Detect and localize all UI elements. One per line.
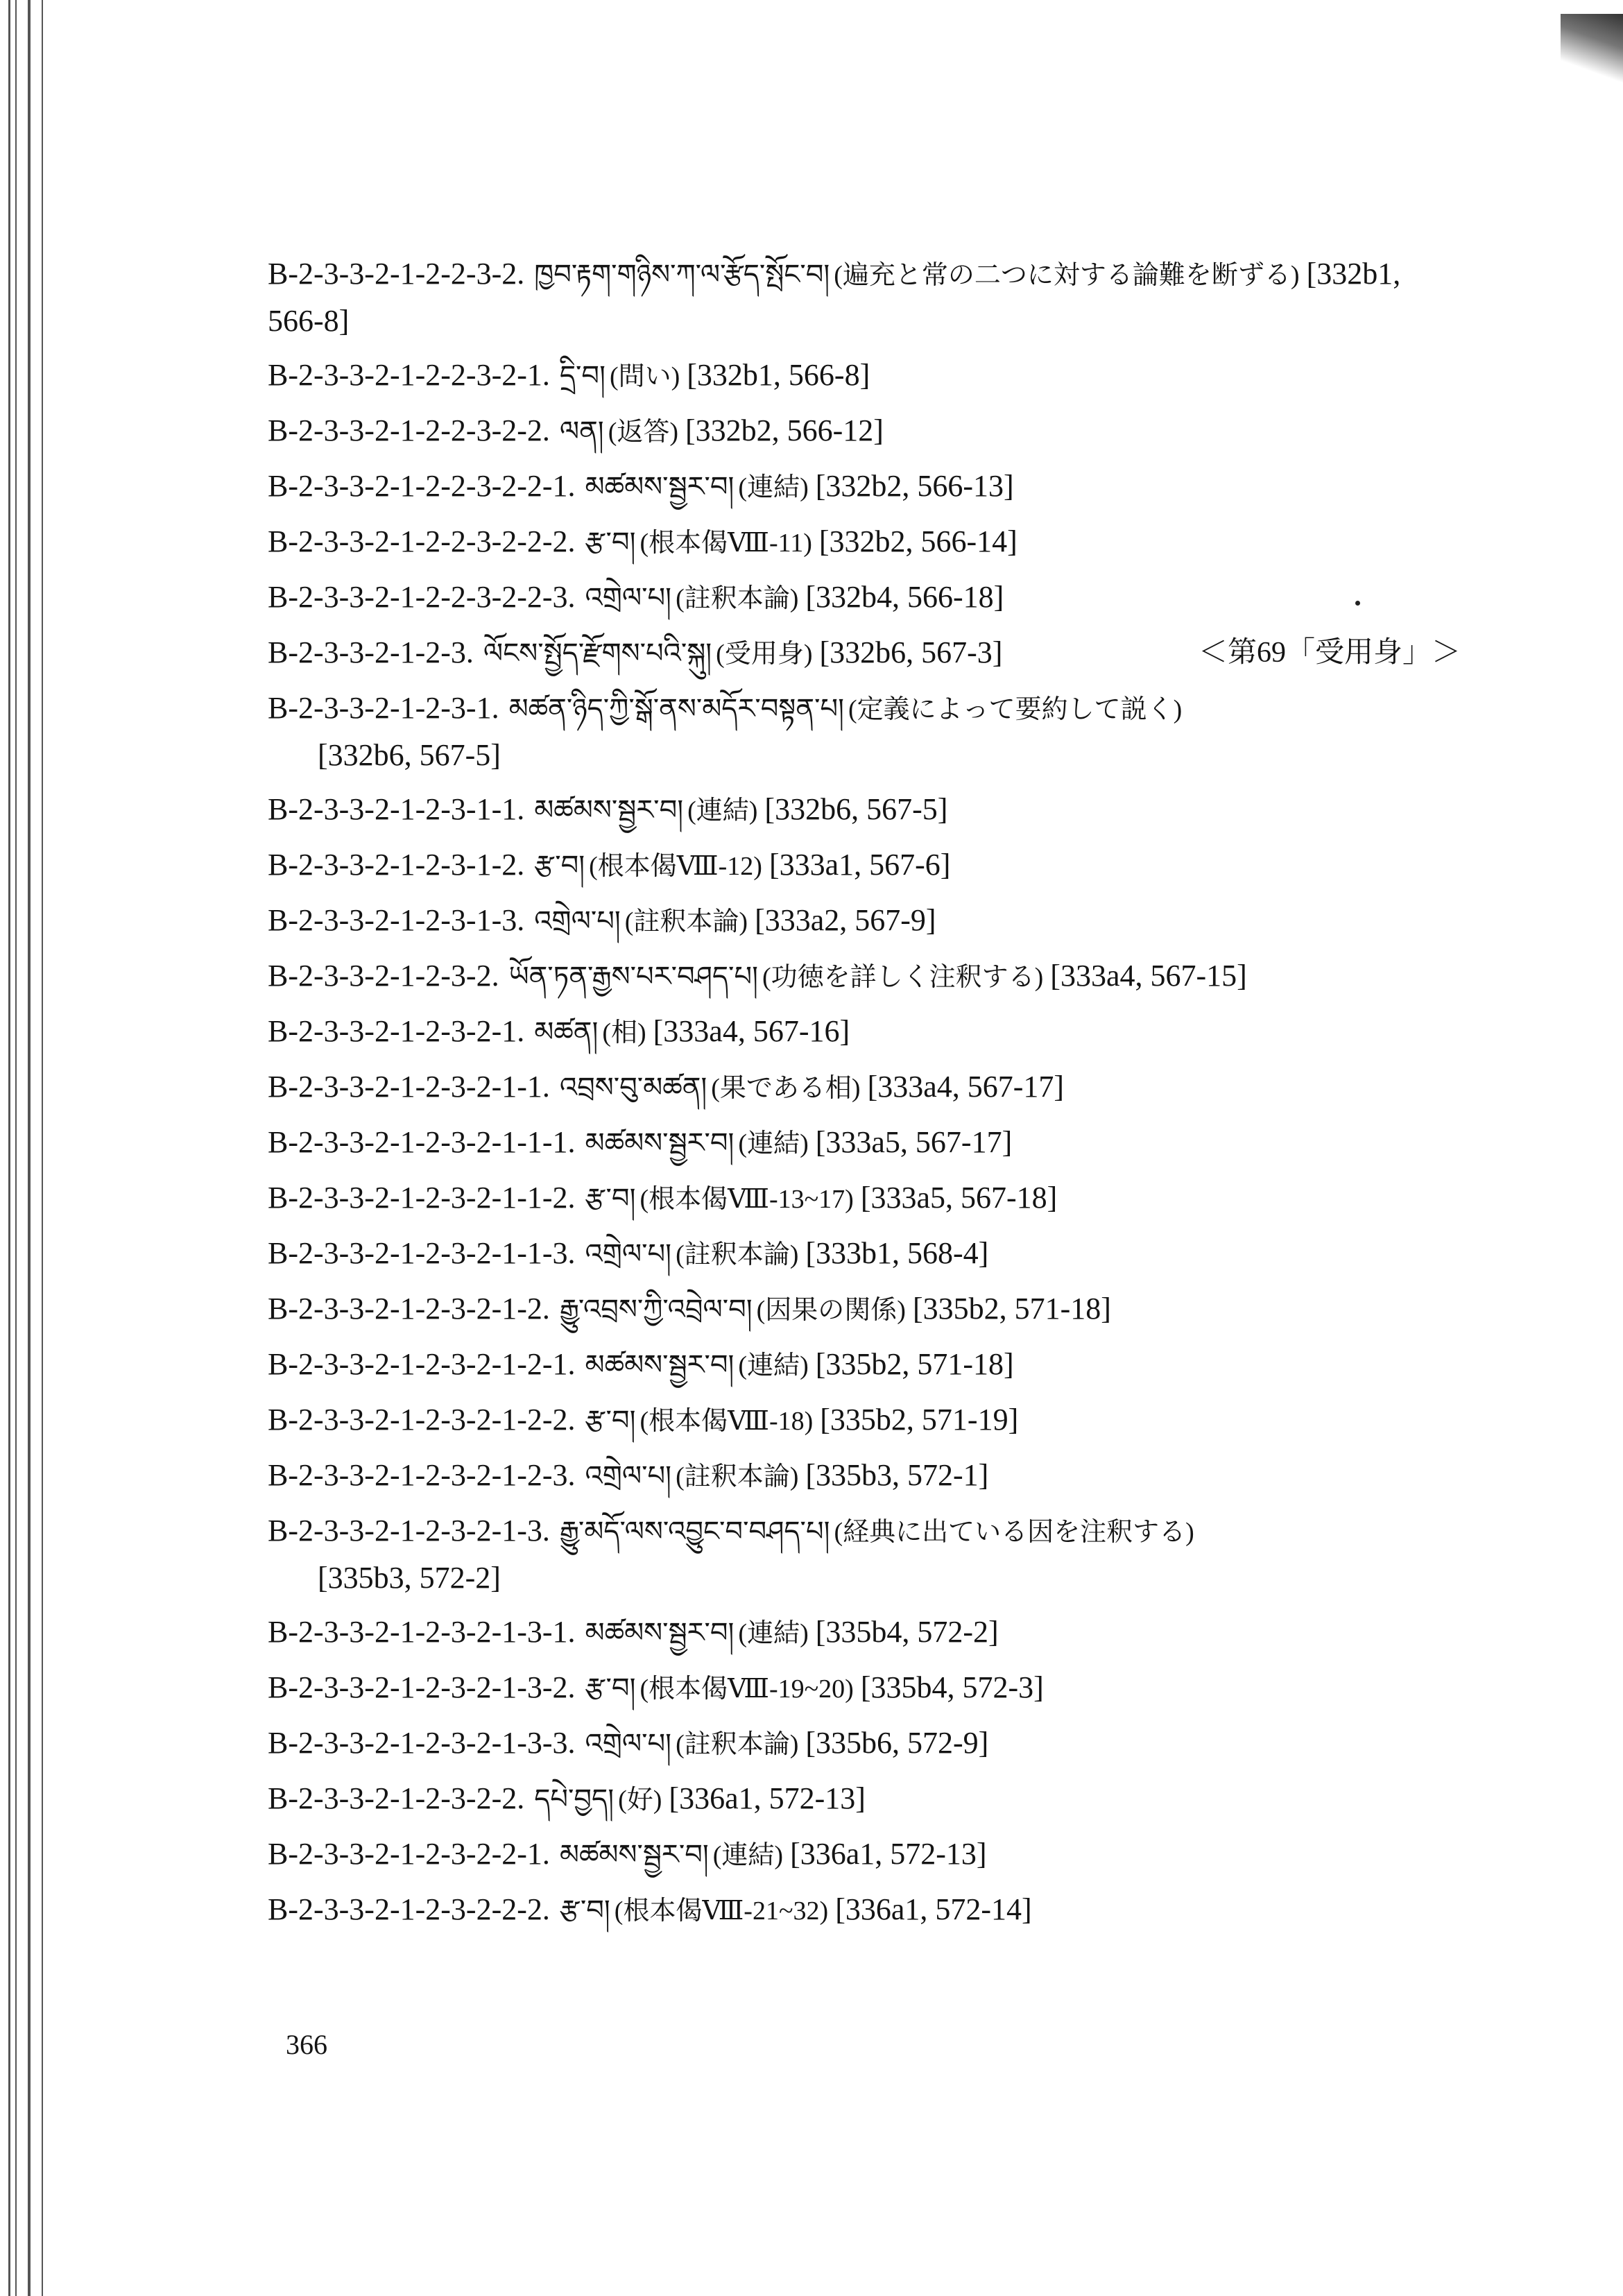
outline-entry [268,842,1461,898]
entry-tibetan: རྩ་བ། [559,1894,610,1926]
entry-code: B-2-3-3-2-1-2-2-3-2. [268,257,525,291]
outline-entry [268,352,1461,408]
entry-gloss: (連結) [687,796,758,825]
entry-gloss: (遍充と常の二つに対する論難を断ずる) [834,261,1300,290]
entry-code: B-2-3-3-2-1-2-3-2-1-2-2. [268,1403,576,1437]
entry-ref: [335b4, 572-2] [815,1615,999,1649]
entry-gloss: (好) [618,1785,662,1815]
entry-code: B-2-3-3-2-1-2-3-1-3. [268,903,525,937]
entry-tibetan: མཚམས་སྦྱར་བ། [534,794,684,826]
entry-code: B-2-3-3-2-1-2-3-2-1-1-2. [268,1181,576,1215]
entry-ref: [333a2, 567-9] [755,903,936,937]
section-note: ＜第69「受用身」＞ [1198,637,1461,669]
outline-entry [268,1887,1461,1942]
entry-ref: [332b6, 567-5] [318,738,501,772]
entry-code: B-2-3-3-2-1-2-3. [268,635,474,669]
entry-gloss: (連結) [738,1351,809,1380]
entry-gloss: (連結) [738,1619,809,1648]
entry-gloss: (根本偈Ⅷ-12) [589,852,762,881]
entry-code: B-2-3-3-2-1-2-3-2-2-2. [268,1892,550,1926]
outline-entry [268,463,1461,519]
entry-tibetan: རྒྱུ་མདོ་ལས་འབྱུང་བ་བཤད་པ། [559,1516,830,1548]
entry-tibetan: རྩ་བ། [585,1672,636,1704]
entry-ref: [333b1, 568-4] [805,1236,989,1270]
outline-entry [268,685,1461,787]
outline-entry [268,787,1461,842]
entry-tibetan: རྒྱུ་འབྲས་ཀྱི་འབྲེལ་བ། [559,1294,753,1326]
outline-entry [268,1665,1461,1720]
entry-ref: [333a4, 567-15] [1050,959,1247,993]
entry-tibetan: ལན། [559,415,604,447]
entry-ref: [333a4, 567-16] [653,1014,850,1048]
entry-ref: [335b3, 572-2] [318,1561,501,1595]
entry-gloss: (根本偈Ⅷ-11) [639,529,812,558]
entry-gloss: (経典に出ている因を注釈する) [834,1518,1194,1547]
outline-entry [268,1831,1461,1887]
entry-ref: [335b6, 572-9] [805,1726,989,1760]
entry-ref: [332b4, 566-18] [805,580,1004,614]
entry-tibetan: མཚན་ཉིད་ཀྱི་སྒོ་ནས་མདོར་བསྟན་པ། [508,693,845,725]
entry-tibetan: རྩ་བ། [585,526,636,558]
entry-code: B-2-3-3-2-1-2-3-2-1-3-3. [268,1726,576,1760]
entry-tibetan: མཚམས་སྦྱར་བ། [585,1349,735,1381]
entry-gloss: (相) [602,1018,646,1047]
entry-gloss: (註釈本論) [676,1730,799,1759]
outline-entry [268,519,1461,574]
outline-list [268,251,1461,1942]
entry-gloss: (根本偈Ⅷ-21~32) [614,1896,829,1926]
entry-ref: [333a5, 567-18] [860,1181,1058,1215]
entry-ref: [332b1, 566-8] [268,257,1401,338]
entry-gloss: (連結) [738,1129,809,1158]
entry-tibetan: ཁྱབ་རྟག་གཉིས་ཀ་ལ་རྩོད་སྤོང་བ། [534,259,830,291]
entry-tibetan: རྩ་བ། [534,850,585,882]
entry-tibetan: མཚམས་སྦྱར་བ། [585,1617,735,1649]
entry-code: B-2-3-3-2-1-2-2-3-2-2-2. [268,524,576,558]
entry-code: B-2-3-3-2-1-2-2-3-2-2-1. [268,469,576,503]
outline-entry [268,251,1461,352]
entry-ref: [335b3, 572-1] [805,1458,989,1492]
entry-ref: [336a1, 572-13] [790,1837,987,1871]
entry-tibetan: འགྲེལ་པ། [585,1238,672,1270]
entry-code: B-2-3-3-2-1-2-3-2-2. [268,1781,525,1815]
entry-ref: [332b6, 567-5] [764,792,948,826]
entry-gloss: (問い) [609,362,680,391]
entry-gloss: (連結) [738,473,809,502]
entry-code: B-2-3-3-2-1-2-3-1-1. [268,792,525,826]
outline-entry [268,1776,1461,1831]
entry-code: B-2-3-3-2-1-2-3-2-1-3-2. [268,1670,576,1704]
entry-code: B-2-3-3-2-1-2-3-2-1-3-1. [268,1615,576,1649]
entry-code: B-2-3-3-2-1-2-3-2-1-1-1. [268,1125,576,1159]
outline-entry [268,1175,1461,1231]
entry-code: B-2-3-3-2-1-2-2-3-2-1. [268,358,550,392]
entry-ref: [336a1, 572-14] [835,1892,1032,1926]
entry-tibetan: དྲི་བ། [559,360,606,392]
entry-gloss: (定義によって要約して説く) [848,695,1183,724]
outline-entry [268,898,1461,953]
entry-gloss: (根本偈Ⅷ-19~20) [639,1674,854,1704]
entry-code: B-2-3-3-2-1-2-2-3-2-2-3. [268,580,576,614]
entry-gloss: (註釈本論) [624,907,748,936]
outline-entry [268,574,1461,630]
outline-entry [268,630,1461,685]
outline-entry [268,1609,1461,1665]
entry-code: B-2-3-3-2-1-2-3-2-1. [268,1014,525,1048]
entry-ref: [332b2, 566-14] [818,524,1017,558]
entry-gloss: (返答) [608,418,678,447]
outline-entry [268,1286,1461,1342]
entry-tibetan: མཚམས་སྦྱར་བ། [585,471,735,503]
entry-tibetan: འགྲེལ་པ། [585,582,672,614]
entry-ref: [332b2, 566-12] [685,413,884,447]
entry-ref: [335b2, 571-18] [912,1292,1111,1326]
entry-gloss: (連結) [712,1841,784,1870]
entry-tibetan: མཚན། [534,1016,599,1048]
outline-entry [268,1064,1461,1120]
entry-gloss: (功徳を詳しく注釈する) [762,963,1044,992]
entry-code: B-2-3-3-2-1-2-3-2-1-2-3. [268,1458,576,1492]
entry-gloss: (註釈本論) [676,1462,799,1491]
entry-tibetan: མཚམས་སྦྱར་བ། [585,1127,735,1159]
outline-entry [268,1397,1461,1453]
outline-entry [268,1009,1461,1064]
entry-code: B-2-3-3-2-1-2-3-2-2-1. [268,1837,550,1871]
entry-tibetan: ལོངས་སྤྱོད་རྫོགས་པའི་སྐུ། [483,637,712,669]
outline-entry [268,1508,1461,1609]
entry-tibetan: རྩ་བ། [585,1405,636,1437]
entry-gloss: (受用身) [716,640,813,669]
entry-code: B-2-3-3-2-1-2-3-2-1-3. [268,1514,550,1548]
entry-tibetan: འགྲེལ་པ། [585,1460,672,1492]
outline-entry [268,408,1461,463]
entry-code: B-2-3-3-2-1-2-3-2. [268,959,499,993]
entry-ref: [335b2, 571-19] [820,1403,1019,1437]
entry-gloss: (根本偈Ⅷ-18) [639,1407,814,1436]
entry-tibetan: ཡོན་ཏན་རྒྱས་པར་བཤད་པ། [508,961,758,993]
entry-tibetan: རྩ་བ། [585,1183,636,1215]
entry-ref: [332b6, 567-3] [819,635,1003,669]
outline-entry [268,1231,1461,1286]
entry-code: B-2-3-3-2-1-2-3-1-2. [268,848,525,882]
entry-tibetan: འབྲས་བུ་མཚན། [559,1072,707,1104]
entry-code: B-2-3-3-2-1-2-3-2-1-1. [268,1070,550,1104]
entry-gloss: (註釈本論) [676,584,799,613]
entry-code: B-2-3-3-2-1-2-3-2-1-2-1. [268,1347,576,1381]
outline-entry [268,953,1461,1009]
page-binding-edge [0,0,54,2296]
entry-ref: [333a5, 567-17] [815,1125,1013,1159]
entry-gloss: (註釈本論) [676,1240,799,1269]
entry-ref: [332b2, 566-13] [815,469,1014,503]
outline-entry [268,1120,1461,1175]
outline-entry [268,1720,1461,1776]
entry-code: B-2-3-3-2-1-2-3-1. [268,691,499,725]
entry-tibetan: འགྲེལ་པ། [534,905,621,937]
entry-code: B-2-3-3-2-1-2-3-2-1-2. [268,1292,550,1326]
entry-gloss: (根本偈Ⅷ-13~17) [639,1185,854,1214]
outline-entry [268,1342,1461,1397]
entry-ref: [336a1, 572-13] [669,1781,866,1815]
entry-tibetan: འགྲེལ་པ། [585,1728,672,1760]
entry-gloss: (果である相) [711,1074,861,1103]
entry-ref: [335b4, 572-3] [860,1670,1044,1704]
entry-ref: [335b2, 571-18] [815,1347,1014,1381]
entry-code: B-2-3-3-2-1-2-3-2-1-1-3. [268,1236,576,1270]
entry-tibetan: དཔེ་བྱད། [534,1783,615,1815]
entry-ref: [333a4, 567-17] [867,1070,1065,1104]
entry-code: B-2-3-3-2-1-2-2-3-2-2. [268,413,550,447]
scan-corner-shadow [1561,14,1623,90]
entry-tibetan: མཚམས་སྦྱར་བ། [559,1839,709,1871]
entry-gloss: (因果の関係) [756,1296,906,1325]
page-number: 366 [286,2029,327,2060]
outline-entry [268,1453,1461,1508]
entry-ref: [333a1, 567-6] [768,848,951,882]
entry-ref: [332b1, 566-8] [687,358,870,392]
